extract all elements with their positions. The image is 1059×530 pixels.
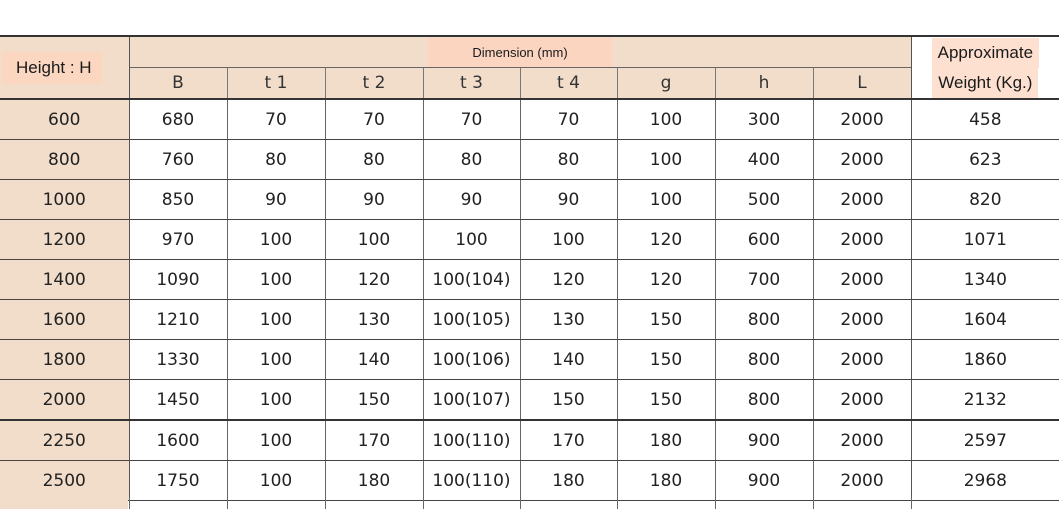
dimension-cell: 170 xyxy=(325,420,423,461)
dimension-cell: 100 xyxy=(227,340,325,380)
dimension-cell: 180 xyxy=(617,461,715,501)
column-divider xyxy=(520,497,521,509)
column-divider xyxy=(813,497,814,509)
dimension-cell: 700 xyxy=(715,260,813,300)
dimension-table xyxy=(0,35,1059,501)
height-column-header xyxy=(0,36,129,99)
dimension-cell: 90 xyxy=(423,180,520,220)
weight-cell: 2968 xyxy=(911,461,1059,501)
dimension-cell: 1210 xyxy=(129,300,227,340)
dimension-cell: 100 xyxy=(520,220,617,260)
height-cell: 2000 xyxy=(0,380,129,421)
dimension-group-header xyxy=(129,36,911,68)
dimension-cell: 120 xyxy=(617,260,715,300)
dimension-cell: 2000 xyxy=(813,340,911,380)
dimension-cell: 100 xyxy=(227,461,325,501)
dimension-cell: 900 xyxy=(715,461,813,501)
dimension-cell: 140 xyxy=(325,340,423,380)
height-header-label: Height : H xyxy=(2,52,102,84)
table-row xyxy=(0,220,1059,260)
table-row xyxy=(0,461,1059,501)
dimension-cell: 1600 xyxy=(129,420,227,461)
height-column-continuation xyxy=(0,497,128,509)
height-cell: 1000 xyxy=(0,180,129,220)
dimension-cell: 400 xyxy=(715,140,813,180)
dimension-cell: 1330 xyxy=(129,340,227,380)
dimension-cell: 300 xyxy=(715,99,813,140)
dimension-cell: 1450 xyxy=(129,380,227,421)
dimension-cell: 180 xyxy=(617,420,715,461)
dimension-cell: 80 xyxy=(423,140,520,180)
dimension-cell: 2000 xyxy=(813,300,911,340)
dimension-cell: 2000 xyxy=(813,420,911,461)
dimension-cell: 130 xyxy=(325,300,423,340)
dimension-header-label: Dimension (mm) xyxy=(428,38,611,67)
weight-cell: 2132 xyxy=(911,380,1059,421)
column-divider xyxy=(423,497,424,509)
dimension-cell: 800 xyxy=(715,380,813,421)
weight-cell: 1604 xyxy=(911,300,1059,340)
dimension-cell: 150 xyxy=(520,380,617,421)
table-continuation xyxy=(0,497,1059,509)
dimension-cell: 800 xyxy=(715,340,813,380)
dimension-cell: 2000 xyxy=(813,220,911,260)
dimension-subheader: L xyxy=(813,68,911,100)
dimension-cell: 2000 xyxy=(813,260,911,300)
column-divider xyxy=(129,497,130,509)
height-cell: 2250 xyxy=(0,420,129,461)
dimension-cell: 2000 xyxy=(813,461,911,501)
dimension-cell: 600 xyxy=(715,220,813,260)
height-cell: 1600 xyxy=(0,300,129,340)
weight-cell: 1860 xyxy=(911,340,1059,380)
column-divider xyxy=(911,497,912,509)
weight-header-line2: Weight (Kg.) xyxy=(932,68,1038,98)
dimension-table-container xyxy=(0,35,1059,501)
dimension-cell: 2000 xyxy=(813,99,911,140)
dimension-cell: 80 xyxy=(325,140,423,180)
table-row xyxy=(0,300,1059,340)
dimension-cell: 100 xyxy=(227,420,325,461)
dimension-cell: 70 xyxy=(325,99,423,140)
dimension-cell: 680 xyxy=(129,99,227,140)
dimension-cell: 100 xyxy=(617,99,715,140)
height-cell: 1400 xyxy=(0,260,129,300)
dimension-cell: 850 xyxy=(129,180,227,220)
dimension-cell: 180 xyxy=(520,461,617,501)
dimension-cell: 100 xyxy=(227,260,325,300)
dimension-cell: 970 xyxy=(129,220,227,260)
dimension-subheader-row xyxy=(0,68,1059,100)
dimension-cell: 100 xyxy=(325,220,423,260)
weight-cell: 623 xyxy=(911,140,1059,180)
dimension-subheader: t 3 xyxy=(423,68,520,100)
dimension-cell: 120 xyxy=(325,260,423,300)
dimension-cell: 800 xyxy=(715,300,813,340)
dimension-cell: 90 xyxy=(520,180,617,220)
weight-cell: 820 xyxy=(911,180,1059,220)
dimension-cell: 100(104) xyxy=(423,260,520,300)
dimension-cell: 70 xyxy=(423,99,520,140)
dimension-cell: 170 xyxy=(520,420,617,461)
dimension-subheader: t 1 xyxy=(227,68,325,100)
column-divider xyxy=(617,497,618,509)
dimension-cell: 80 xyxy=(227,140,325,180)
dimension-cell: 100 xyxy=(617,180,715,220)
dimension-cell: 150 xyxy=(325,380,423,421)
dimension-subheader: t 4 xyxy=(520,68,617,100)
height-cell: 600 xyxy=(0,99,129,140)
dimension-cell: 2000 xyxy=(813,140,911,180)
weight-column-header xyxy=(911,36,1059,99)
dimension-cell: 2000 xyxy=(813,180,911,220)
table-row xyxy=(0,99,1059,140)
dimension-cell: 80 xyxy=(520,140,617,180)
dimension-cell: 100(105) xyxy=(423,300,520,340)
dimension-cell: 100 xyxy=(423,220,520,260)
dimension-cell: 100(110) xyxy=(423,420,520,461)
table-row xyxy=(0,380,1059,421)
dimension-cell: 180 xyxy=(325,461,423,501)
dimension-cell: 70 xyxy=(520,99,617,140)
dimension-subheader: g xyxy=(617,68,715,100)
dimension-cell: 1090 xyxy=(129,260,227,300)
height-cell: 2500 xyxy=(0,461,129,501)
dimension-cell: 130 xyxy=(520,300,617,340)
dimension-cell: 150 xyxy=(617,300,715,340)
dimension-cell: 100(110) xyxy=(423,461,520,501)
dimension-cell: 100(106) xyxy=(423,340,520,380)
dimension-cell: 1750 xyxy=(129,461,227,501)
table-row xyxy=(0,340,1059,380)
height-cell: 800 xyxy=(0,140,129,180)
dimension-cell: 90 xyxy=(325,180,423,220)
table-row xyxy=(0,420,1059,461)
dimension-cell: 150 xyxy=(617,380,715,421)
column-divider xyxy=(227,497,228,509)
dimension-cell: 900 xyxy=(715,420,813,461)
weight-cell: 1340 xyxy=(911,260,1059,300)
dimension-cell: 500 xyxy=(715,180,813,220)
weight-header-line1: Approximate xyxy=(932,38,1039,68)
dimension-cell: 90 xyxy=(227,180,325,220)
height-cell: 1800 xyxy=(0,340,129,380)
weight-cell: 2597 xyxy=(911,420,1059,461)
dimension-subheader: t 2 xyxy=(325,68,423,100)
table-row xyxy=(0,260,1059,300)
column-divider xyxy=(325,497,326,509)
table-body xyxy=(0,99,1059,501)
dimension-cell: 100 xyxy=(227,300,325,340)
dimension-cell: 100(107) xyxy=(423,380,520,421)
dimension-cell: 100 xyxy=(227,380,325,421)
dimension-cell: 100 xyxy=(617,140,715,180)
dimension-cell: 760 xyxy=(129,140,227,180)
dimension-cell: 100 xyxy=(227,220,325,260)
weight-cell: 458 xyxy=(911,99,1059,140)
dimension-cell: 70 xyxy=(227,99,325,140)
table-row xyxy=(0,180,1059,220)
dimension-subheader: B xyxy=(129,68,227,100)
dimension-cell: 2000 xyxy=(813,380,911,421)
dimension-subheader: h xyxy=(715,68,813,100)
dimension-cell: 150 xyxy=(617,340,715,380)
table-row xyxy=(0,140,1059,180)
weight-cell: 1071 xyxy=(911,220,1059,260)
dimension-cell: 120 xyxy=(617,220,715,260)
dimension-cell: 140 xyxy=(520,340,617,380)
height-cell: 1200 xyxy=(0,220,129,260)
dimension-cell: 120 xyxy=(520,260,617,300)
column-divider xyxy=(715,497,716,509)
